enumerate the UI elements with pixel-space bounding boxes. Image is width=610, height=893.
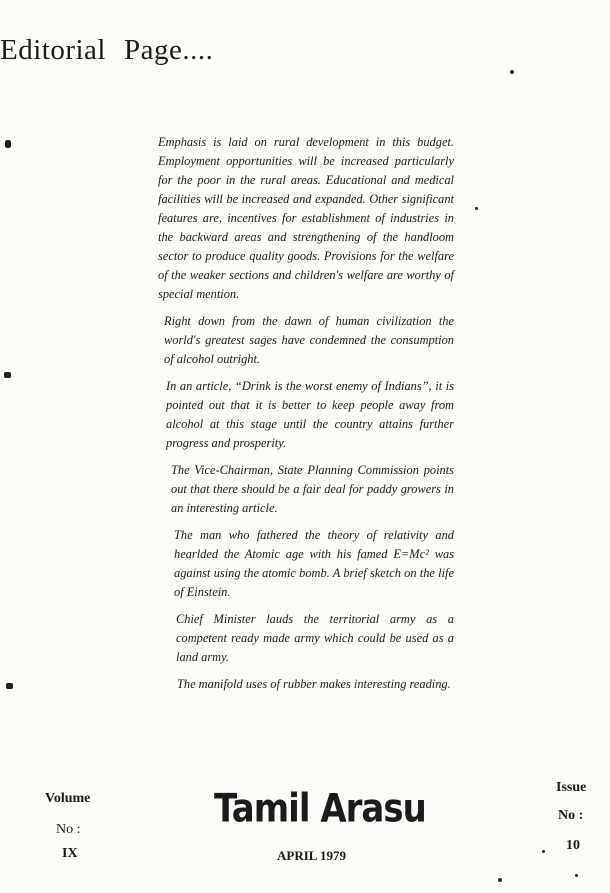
issue-no-label: No : <box>558 808 584 823</box>
scan-speck <box>4 372 11 378</box>
volume-label: Volume <box>45 791 91 806</box>
paragraph-budget: Emphasis is laid on rural development in this budget. Employment opportunities will be increased particularly for the poor in the rural areas. Educational and medical facilities will be increased and expanded. Other significant features are, incentives for establishment of industries in the backward areas and strengthening of the handloom sector to produce quality goods. Provisions for the welfare of the weaker sections and children's welfare are worthy of special mention. <box>158 135 454 301</box>
scan-speck <box>6 683 13 689</box>
paragraph-einstein: The man who fathered the theory of relativity and hearlded the Atomic age with his famed E=Mc² was against using the atomic bomb. A brief sketch on the life of Einstein. <box>174 528 454 599</box>
paragraph-drink-article: In an article, “Drink is the worst enemy of Indians”, it is pointed out that it is better to keep people away from alcohol at this stage until the country attains further progress and prosperity. <box>166 379 454 450</box>
scan-speck <box>5 140 11 148</box>
volume-value: IX <box>62 846 78 861</box>
volume-no-label: No : <box>56 822 81 837</box>
tamil-arasu-logo: Tamil Arasu <box>214 786 426 832</box>
scan-speck <box>510 70 514 74</box>
heading-word-page: Page.... <box>123 34 214 66</box>
scan-speck <box>498 878 502 882</box>
paragraph-planning: The Vice-Chairman, State Planning Commission points out that there should be a fair deal for paddy growers in an interesting article. <box>171 463 454 515</box>
scan-speck <box>475 207 478 210</box>
page-heading <box>0 34 213 67</box>
scan-speck <box>575 874 578 877</box>
editorial-content <box>158 133 454 702</box>
issue-value: 10 <box>566 838 580 853</box>
paragraph-rubber: The manifold uses of rubber makes interesting reading. <box>177 677 451 691</box>
paragraph-territorial-army: Chief Minister lauds the territorial army as a competent ready made army which could be used as a land army. <box>176 612 454 664</box>
issue-date: APRIL 1979 <box>277 848 346 863</box>
heading-word-editorial: Editorial <box>0 34 106 66</box>
paragraph-alcohol: Right down from the dawn of human civilization the world's greatest sages have condemned the consumption of alcohol outright. <box>164 314 454 366</box>
issue-label: Issue <box>556 780 587 795</box>
scan-speck <box>542 850 545 853</box>
